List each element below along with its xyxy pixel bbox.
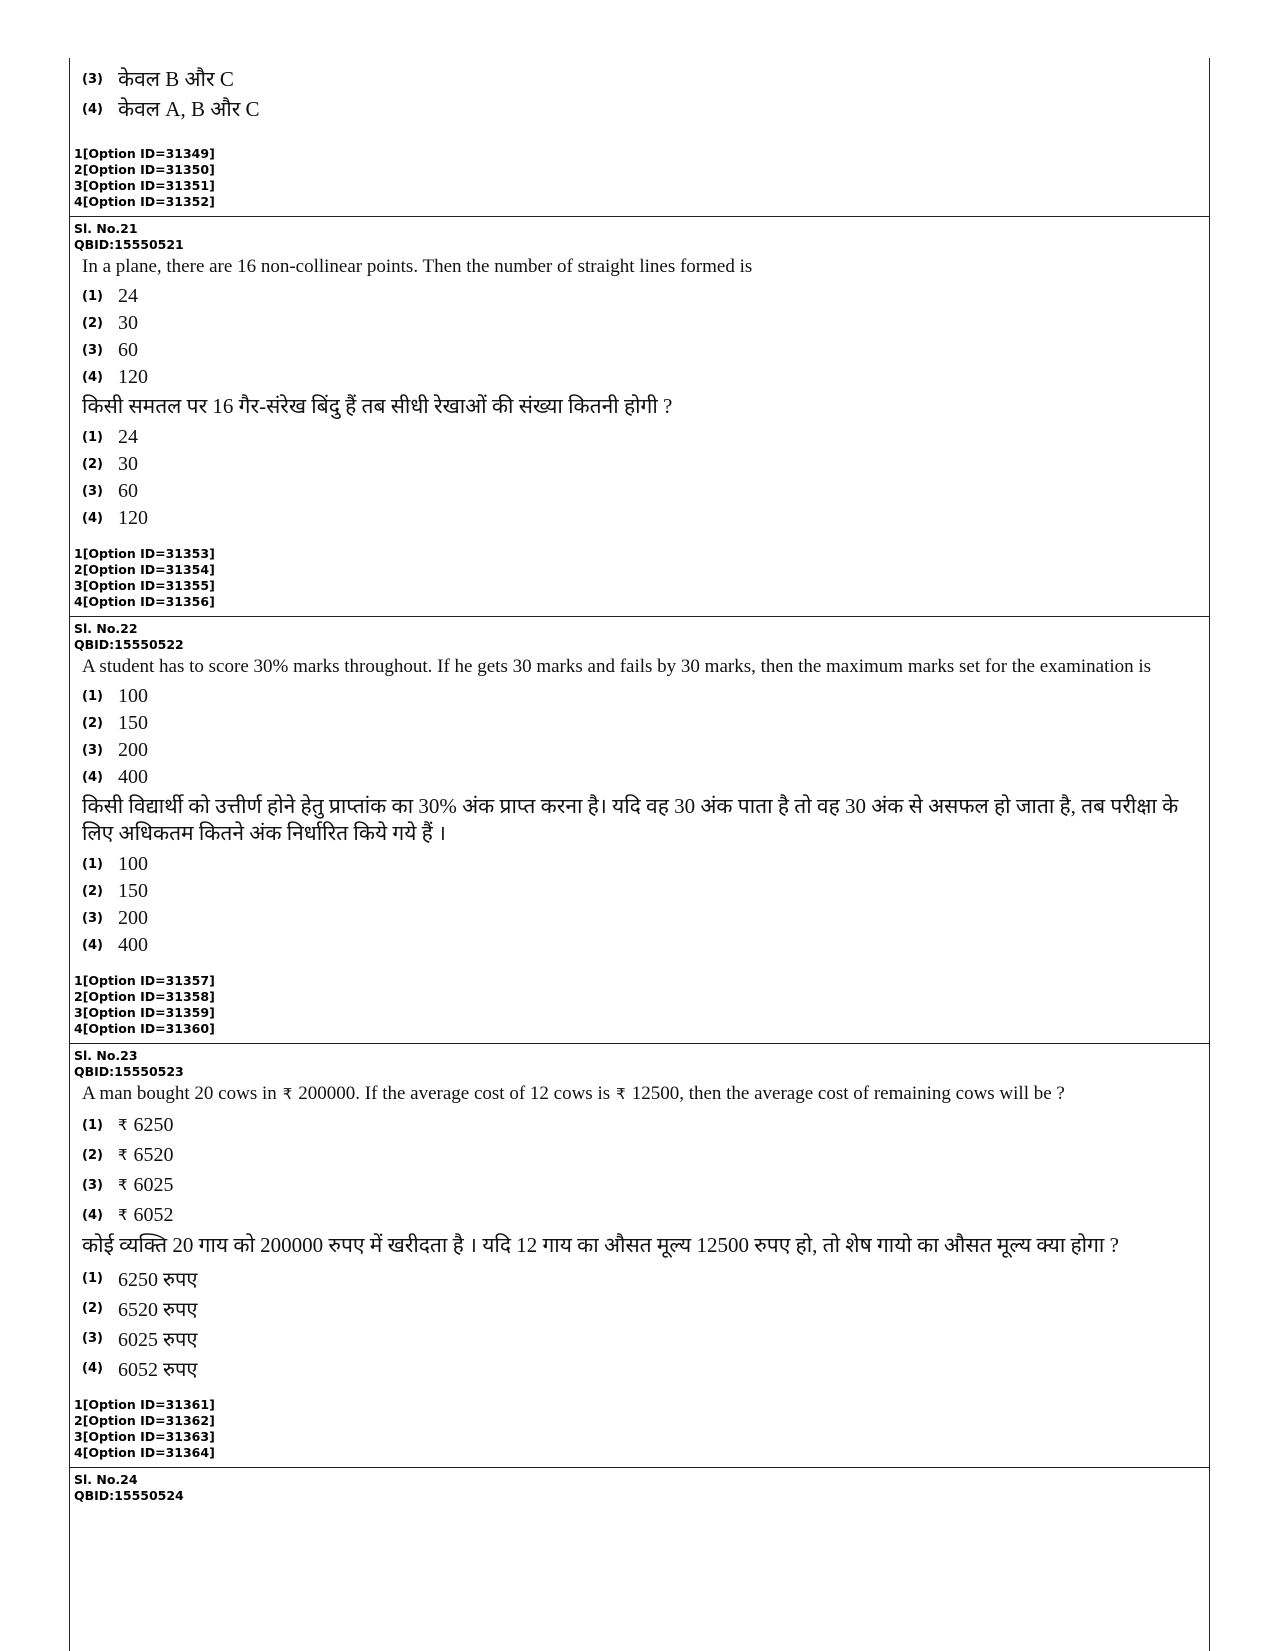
question-text-hindi: कोई व्यक्ति 20 गाय को 200000 रुपए में खरीदता है । यदि 12 गाय का औसत मूल्य 12500 रुपए हो, तो शेष गायो का औसत मूल्य क्या होगा ? xyxy=(82,1233,1119,1257)
option-2 xyxy=(82,1140,1203,1170)
option-2 xyxy=(82,451,1203,478)
option-text: 24 xyxy=(118,426,138,448)
option-id-list xyxy=(74,146,1203,210)
question-block-22 xyxy=(70,616,1209,1043)
option-3 xyxy=(82,737,1203,764)
option-text: 6250 रुपए xyxy=(118,1268,198,1291)
option-text: 6025 xyxy=(133,1173,174,1196)
qbid: QBID:15550521 xyxy=(74,237,184,252)
serial-number: Sl. No.21 xyxy=(74,221,138,236)
option-3 xyxy=(82,1323,1203,1353)
option-1 xyxy=(82,424,1203,451)
option-number: (4) xyxy=(82,1207,103,1223)
rupee-symbol: ₹ xyxy=(118,1176,128,1194)
option-number: (2) xyxy=(82,716,103,731)
option-number: (3) xyxy=(82,911,103,926)
serial-number: Sl. No.24 xyxy=(74,1472,138,1487)
option-number: (3) xyxy=(82,343,103,358)
question-text-part: 200000. If the average cost of 12 cows is xyxy=(298,1083,611,1104)
option-text: 200 xyxy=(118,907,148,929)
question-text-part: A man bought 20 cows in xyxy=(82,1083,277,1104)
question-text-english: A student has to score 30% marks throughout. If he gets 30 marks and fails by 30 marks, then the maximum marks set for the examination is xyxy=(82,656,1152,677)
option-1 xyxy=(82,683,1203,710)
option-number: (2) xyxy=(82,1300,103,1316)
option-3 xyxy=(82,64,1203,94)
option-id-list xyxy=(74,546,1203,610)
option-2 xyxy=(82,878,1203,905)
option-id: 3[Option ID=31351] xyxy=(74,178,215,193)
option-3 xyxy=(82,478,1203,505)
option-3 xyxy=(82,905,1203,932)
option-text: 120 xyxy=(118,366,148,388)
option-number: (3) xyxy=(82,743,103,758)
option-text: 150 xyxy=(118,880,148,902)
qbid: QBID:15550522 xyxy=(74,637,184,652)
option-id: 2[Option ID=31354] xyxy=(74,562,215,577)
option-4 xyxy=(82,764,1203,791)
option-number: (1) xyxy=(82,857,103,872)
option-number: (2) xyxy=(82,457,103,472)
serial-number: Sl. No.22 xyxy=(74,621,138,636)
rupee-symbol: ₹ xyxy=(118,1146,128,1164)
question-paper-page xyxy=(69,58,1210,1651)
option-number: (1) xyxy=(82,289,103,304)
option-3 xyxy=(82,1170,1203,1200)
option-number: (4) xyxy=(82,770,103,785)
option-id: 3[Option ID=31359] xyxy=(74,1005,215,1020)
option-4 xyxy=(82,1353,1203,1383)
qbid: QBID:15550524 xyxy=(74,1488,184,1503)
rupee-symbol: ₹ xyxy=(118,1116,128,1134)
option-number: (3) xyxy=(82,1177,103,1193)
option-number: (2) xyxy=(82,1147,103,1163)
option-text: केवल B और C xyxy=(118,67,234,91)
option-text: 120 xyxy=(118,507,148,529)
option-text: 24 xyxy=(118,285,138,307)
option-1 xyxy=(82,1263,1203,1293)
option-text: 6052 रुपए xyxy=(118,1358,198,1381)
option-1 xyxy=(82,283,1203,310)
option-number: (1) xyxy=(82,1117,103,1133)
question-text-hindi: किसी समतल पर 16 गैर-संरेख बिंदु हैं तब सीधी रेखाओं की संख्या कितनी होगी ? xyxy=(82,394,673,418)
option-id: 3[Option ID=31363] xyxy=(74,1429,215,1444)
rupee-symbol: ₹ xyxy=(616,1085,626,1103)
question-block-23 xyxy=(70,1043,1209,1467)
rupee-symbol: ₹ xyxy=(118,1206,128,1224)
option-text: 30 xyxy=(118,453,138,475)
option-id-list xyxy=(74,1397,1203,1461)
question-block-21 xyxy=(70,216,1209,616)
option-id: 2[Option ID=31358] xyxy=(74,989,215,1004)
option-number: (3) xyxy=(82,1330,103,1346)
question-text-hindi: किसी विद्यार्थी को उत्तीर्ण होने हेतु प्राप्तांक का 30% अंक प्राप्त करना है। यदि वह 30 अंक पाता है तो वह 30 अंक से असफल हो जाता है, तब परीक्षा के लिए अधिकतम कितने अंक निर्धारित किये गये हैं । xyxy=(82,794,1179,845)
qbid: QBID:15550523 xyxy=(74,1064,184,1079)
option-text: 400 xyxy=(118,934,148,956)
option-4 xyxy=(82,932,1203,959)
option-text: 6520 रुपए xyxy=(118,1298,198,1321)
question-block-prev xyxy=(70,58,1209,216)
option-number: (3) xyxy=(82,484,103,499)
option-4 xyxy=(82,505,1203,532)
option-number: (1) xyxy=(82,1270,103,1286)
option-text: 6025 रुपए xyxy=(118,1328,198,1351)
option-number: (2) xyxy=(82,316,103,331)
option-4 xyxy=(82,94,1203,124)
option-text: 60 xyxy=(118,480,138,502)
option-2 xyxy=(82,710,1203,737)
option-4 xyxy=(82,364,1203,391)
rupee-symbol: ₹ xyxy=(282,1085,293,1103)
option-number: (1) xyxy=(82,689,103,704)
option-number: (4) xyxy=(82,370,103,385)
option-number: (2) xyxy=(82,884,103,899)
question-block-24 xyxy=(70,1467,1209,1510)
option-text: 60 xyxy=(118,339,138,361)
question-text-part: 12500, then the average cost of remaining cows will be ? xyxy=(631,1083,1065,1104)
option-number: (4) xyxy=(82,1360,103,1376)
option-number: (1) xyxy=(82,430,103,445)
option-id: 4[Option ID=31364] xyxy=(74,1445,215,1460)
option-4 xyxy=(82,1200,1203,1230)
question-text-english xyxy=(82,1082,1203,1106)
option-id: 4[Option ID=31360] xyxy=(74,1021,215,1036)
serial-number: Sl. No.23 xyxy=(74,1048,138,1063)
option-2 xyxy=(82,1293,1203,1323)
option-1 xyxy=(82,851,1203,878)
option-id-list xyxy=(74,973,1203,1037)
option-number: (4) xyxy=(82,101,103,117)
option-id: 1[Option ID=31349] xyxy=(74,146,215,161)
option-number: (4) xyxy=(82,511,103,526)
option-id: 2[Option ID=31350] xyxy=(74,162,215,177)
option-id: 4[Option ID=31352] xyxy=(74,194,215,209)
option-1 xyxy=(82,1110,1203,1140)
option-2 xyxy=(82,310,1203,337)
option-text: 400 xyxy=(118,766,148,788)
option-id: 1[Option ID=31353] xyxy=(74,546,215,561)
question-text-english: In a plane, there are 16 non-collinear points. Then the number of straight lines formed is xyxy=(82,256,753,277)
option-text: 150 xyxy=(118,712,148,734)
option-text: 6520 xyxy=(133,1143,174,1166)
option-text: केवल A, B और C xyxy=(118,97,260,121)
option-text: 100 xyxy=(118,853,148,875)
option-id: 1[Option ID=31361] xyxy=(74,1397,215,1412)
option-number: (3) xyxy=(82,71,103,87)
option-text: 6250 xyxy=(133,1113,174,1136)
option-id: 4[Option ID=31356] xyxy=(74,594,215,609)
option-text: 100 xyxy=(118,685,148,707)
option-id: 2[Option ID=31362] xyxy=(74,1413,215,1428)
option-number: (4) xyxy=(82,938,103,953)
option-text: 6052 xyxy=(133,1203,174,1226)
option-id: 1[Option ID=31357] xyxy=(74,973,215,988)
option-text: 200 xyxy=(118,739,148,761)
option-text: 30 xyxy=(118,312,138,334)
option-3 xyxy=(82,337,1203,364)
option-id: 3[Option ID=31355] xyxy=(74,578,215,593)
